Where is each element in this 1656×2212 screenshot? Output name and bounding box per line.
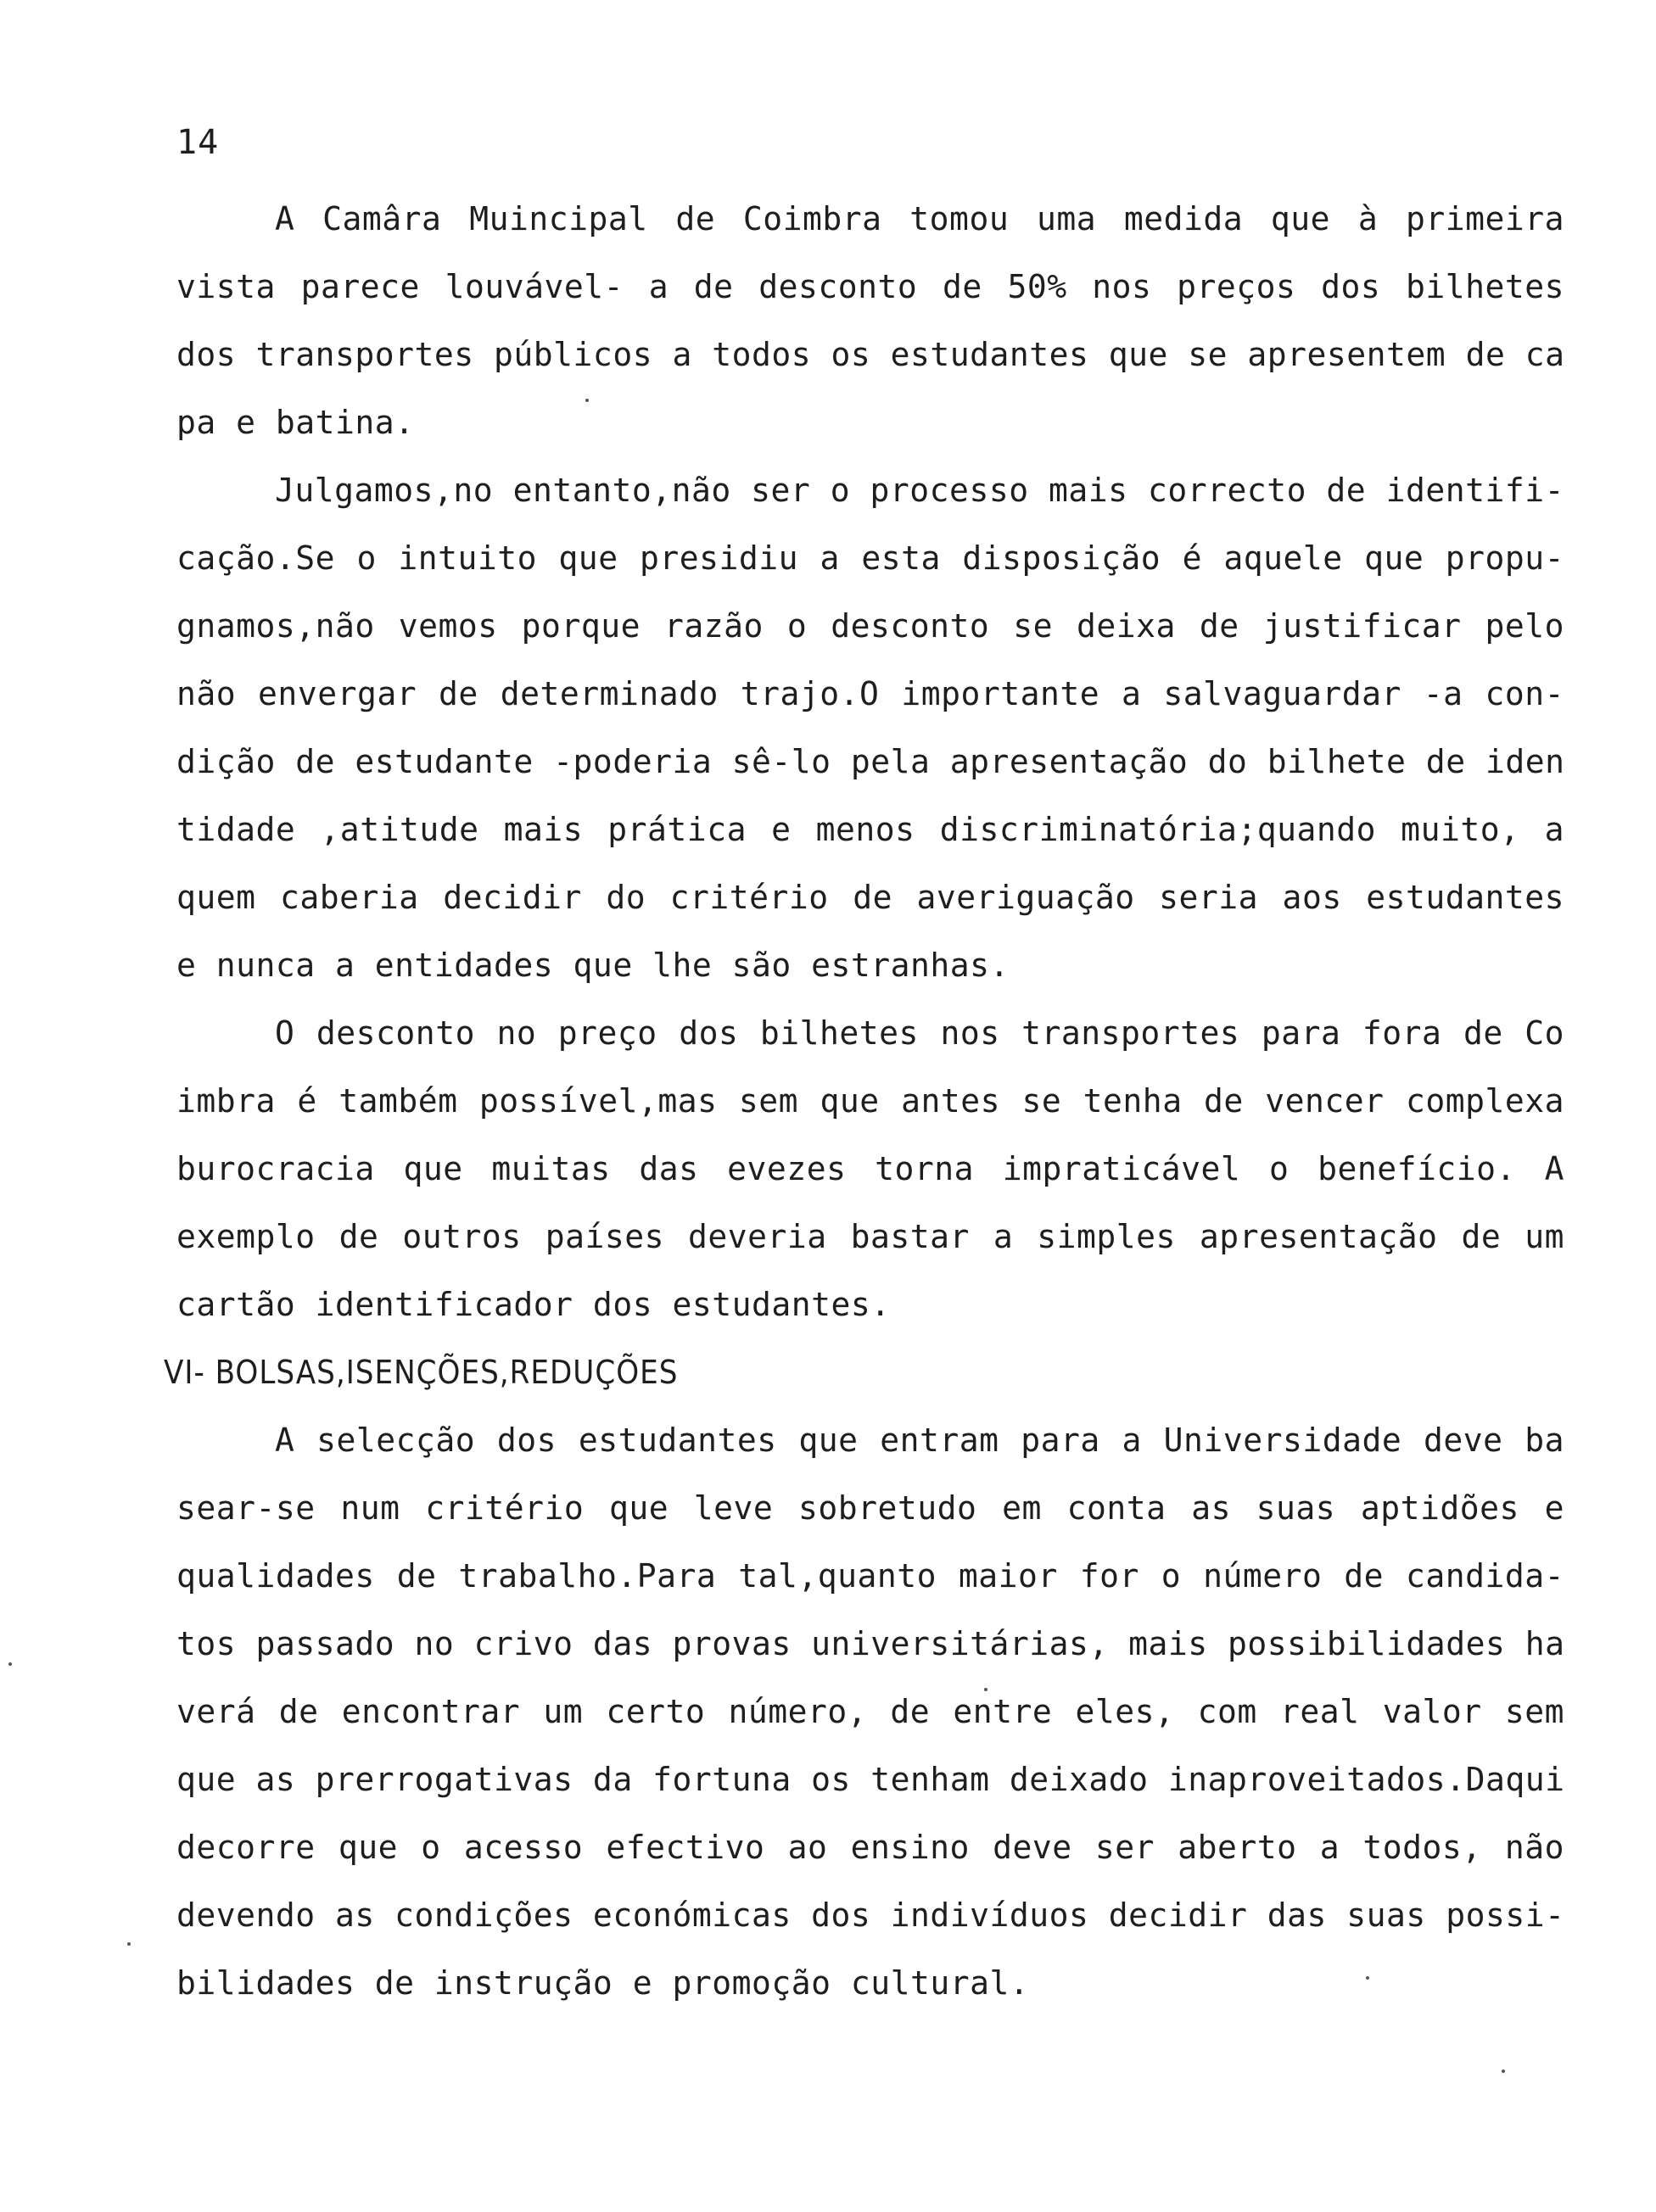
paragraph xyxy=(176,456,1564,999)
scan-speck xyxy=(1366,1976,1369,1980)
text-line: tos passado no crivo das provas universitárias, mais possibilidades ha xyxy=(176,1625,1564,1662)
text-line: A selecção dos estudantes que entram para a Universidade deve ba xyxy=(275,1422,1564,1459)
text-line: gnamos,não vemos porque razão o desconto se deixa de justificar pelo xyxy=(176,607,1564,645)
text-line: cartão identificador dos estudantes. xyxy=(176,1286,891,1323)
text-line: exemplo de outros países deveria bastar a simples apresentação de um xyxy=(176,1218,1564,1255)
text-line: cação.Se o intuito que presidiu a esta disposição é aquele que propu- xyxy=(176,539,1564,577)
body-text xyxy=(164,185,1564,2017)
text-line: que as prerrogativas da fortuna os tenham deixado inaproveitados.Daqui xyxy=(176,1761,1564,1798)
section-heading: VI- BOLSAS,ISENÇÕES,REDUÇÕES xyxy=(164,1354,679,1391)
text-line: A Camâra Muincipal de Coimbra tomou uma medida que à primeira xyxy=(275,200,1564,237)
scan-speck xyxy=(984,1688,987,1691)
scan-speck xyxy=(1502,2070,1505,2073)
text-line: quem caberia decidir do critério de averiguação seria aos estudantes xyxy=(176,879,1564,916)
text-line: pa e batina. xyxy=(176,404,415,441)
text-line: devendo as condições económicas dos indivíduos decidir das suas possi- xyxy=(176,1896,1564,1934)
text-line: dição de estudante -poderia sê-lo pela apresentação do bilhete de iden xyxy=(176,743,1564,780)
scan-speck xyxy=(585,399,589,402)
text-line: bilidades de instrução e promoção cultural. xyxy=(176,1964,1030,2002)
text-line: Julgamos,no entanto,não ser o processo mais correcto de identifi- xyxy=(275,472,1564,509)
text-line: sear-se num critério que leve sobretudo em conta as suas aptidões e xyxy=(176,1489,1564,1527)
text-line: verá de encontrar um certo número, de entre eles, com real valor sem xyxy=(176,1693,1564,1730)
text-line: não envergar de determinado trajo.O importante a salvaguardar -a con- xyxy=(176,675,1564,712)
text-line: vista parece louvável- a de desconto de 50% nos preços dos bilhetes xyxy=(176,268,1564,305)
text-line: e nunca a entidades que lhe são estranhas. xyxy=(176,947,1010,984)
paragraph xyxy=(176,999,1564,1338)
paragraph xyxy=(176,1406,1564,2017)
text-line: burocracia que muitas das evezes torna impraticável o benefício. A xyxy=(176,1150,1564,1187)
text-line: decorre que o acesso efectivo ao ensino deve ser aberto a todos, não xyxy=(176,1829,1564,1866)
text-line: qualidades de trabalho.Para tal,quanto maior for o número de candida- xyxy=(176,1557,1564,1595)
text-line: imbra é também possível,mas sem que antes se tenha de vencer complexa xyxy=(176,1082,1564,1120)
scan-speck xyxy=(8,1662,12,1666)
paragraph xyxy=(176,185,1564,456)
text-line: O desconto no preço dos bilhetes nos transportes para fora de Co xyxy=(275,1014,1564,1052)
scan-speck xyxy=(127,1942,131,1946)
page-number: 14 xyxy=(176,123,220,162)
text-line: tidade ,atitude mais prática e menos discriminatória;quando muito, a xyxy=(176,811,1564,848)
text-line: dos transportes públicos a todos os estudantes que se apresentem de ca xyxy=(176,336,1564,373)
